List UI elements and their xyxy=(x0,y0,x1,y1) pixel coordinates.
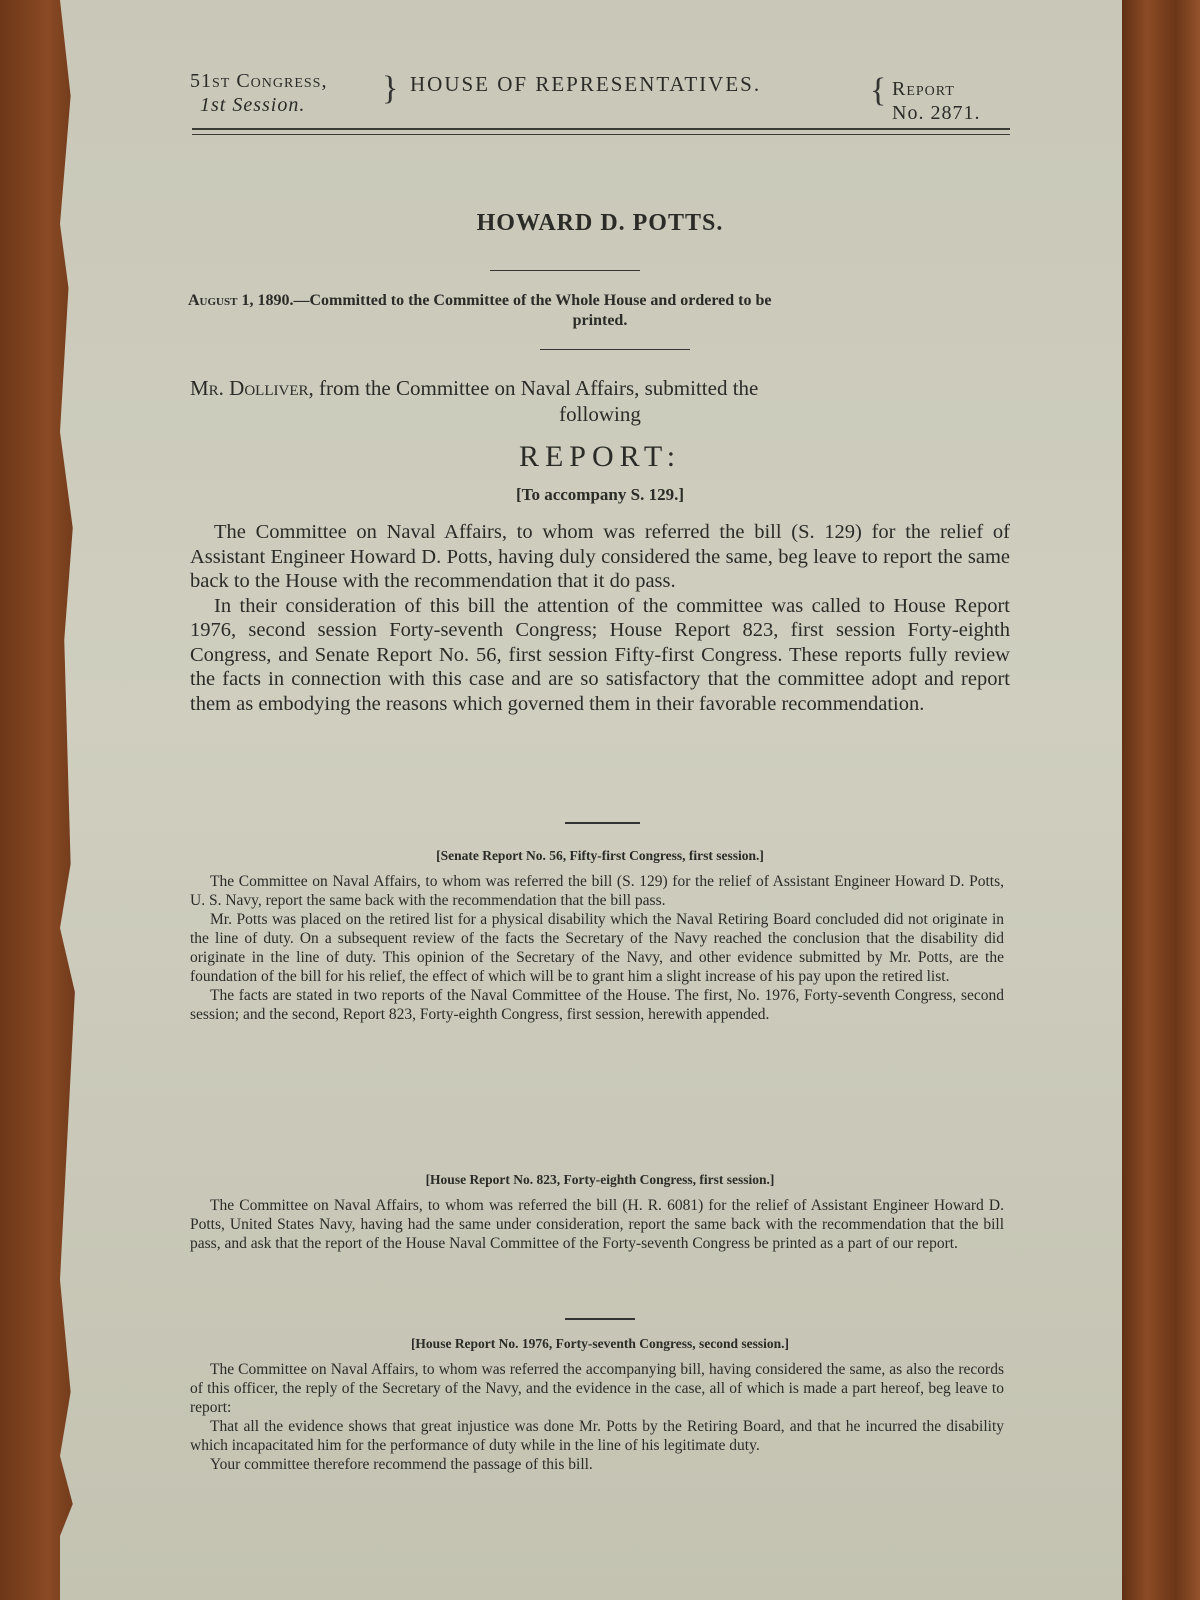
header-rule xyxy=(192,128,1010,130)
house-report-1976-heading: [House Report No. 1976, Forty-seventh Congress, second session.] xyxy=(410,1336,790,1351)
house-1976-paragraph-2: That all the evidence shows that great injustice was done Mr. Potts by the Retiring Board, and that he incurred the disability which incapacitated him for the performance of duty while in the line of his legitimate duty. xyxy=(190,1418,1004,1454)
main-body xyxy=(190,520,1010,716)
intro-text: from the Committee on Naval Affairs, submitted the xyxy=(319,376,759,400)
date-rule xyxy=(540,349,690,350)
senate-paragraph-1: The Committee on Naval Affairs, to whom was referred the bill (S. 129) for the relief of Assistant Engineer Howard D. Potts, U. S. Navy, report the same back with the recommendation that the bill pass. xyxy=(190,873,1004,909)
main-paragraph-2: In their consideration of this bill the attention of the committee was called to House Report 1976, second session Forty-seventh Congress; House Report 823, first session Forty-eighth Congress, and Senate Report No. 56, first session Fifty-first Congress. These reports fully review the facts in connection with this case and are so satisfactory that the committee adopt and report them as embodying the reasons which governed them in their favorable recommendation. xyxy=(190,594,1010,715)
senate-report-body xyxy=(190,872,1004,1024)
accompany-note: [To accompany S. 129.] xyxy=(516,485,684,504)
date-line-text: —Committed to the Committee of the Whole House and ordered to be xyxy=(293,292,772,309)
house-1976-paragraph-1: The Committee on Naval Affairs, to whom was referred the accompanying bill, having considered the same, as also the records of this officer, the reply of the Secretary of the Navy, and the evidence in the case, all of which is made a part hereof, beg leave to report: xyxy=(190,1361,1004,1416)
report-number: No. 2871. xyxy=(892,102,981,124)
report-heading: REPORT: xyxy=(518,440,682,473)
date: August 1, 1890. xyxy=(188,292,294,309)
date-line-cont: printed. xyxy=(572,312,628,329)
session-label: 1st Session. xyxy=(200,94,306,116)
document-title: HOWARD D. POTTS. xyxy=(476,210,724,236)
section-rule-1 xyxy=(565,822,640,824)
house-label: HOUSE OF REPRESENTATIVES. xyxy=(410,72,762,96)
senate-paragraph-3: The facts are stated in two reports of the Naval Committee of the House. The first, No. 1976, Forty-seventh Congress, second session; and the second, Report 823, Forty-eighth Congress, first session, herewith appended. xyxy=(190,987,1004,1023)
date-line xyxy=(188,292,1018,310)
wood-background-right xyxy=(1118,0,1200,1600)
section-rule-2 xyxy=(565,1318,635,1320)
report-label: Report xyxy=(892,78,955,100)
house-823-paragraph-1: The Committee on Naval Affairs, to whom was referred the bill (H. R. 6081) for the relief of Assistant Engineer Howard D. Potts, United States Navy, having had the same under consideration, report the same back with the recommendation that the bill pass, and ask that the report of the House Naval Committee of the Forty-seventh Congress be printed as a part of our report. xyxy=(190,1197,1004,1252)
title-rule xyxy=(490,270,640,271)
house-report-823-body xyxy=(190,1196,1004,1253)
senate-report-heading: [Senate Report No. 56, Fifty-first Congress, first session.] xyxy=(436,848,764,863)
house-1976-paragraph-3: Your committee therefore recommend the passage of this bill. xyxy=(210,1456,593,1473)
member-name: Mr. Dolliver, xyxy=(190,376,314,400)
left-brace: } xyxy=(382,70,399,107)
senate-paragraph-2: Mr. Potts was placed on the retired list for a physical disability which the Naval Retiring Board concluded did not originate in the line of duty. On a subsequent review of the facts the Secretary of the Navy reached the conclusion that the disability did originate in the line of duty. This opinion of the Secretary of the Navy, and other evidence submitted by Mr. Potts, are the foundation of the bill for his relief, the effect of which will be to grant him a slight increase of his pay upon the retired list. xyxy=(190,911,1004,985)
header-rule-thin xyxy=(192,134,1010,135)
right-brace: { xyxy=(870,72,887,109)
house-report-823-heading: [House Report No. 823, Forty-eighth Congress, first session.] xyxy=(425,1172,775,1187)
intro-cont: following xyxy=(559,402,641,426)
main-paragraph-1: The Committee on Naval Affairs, to whom was referred the bill (S. 129) for the relief of Assistant Engineer Howard D. Potts, having duly considered the same, beg leave to report the same back to the House with the recommendation that it do pass. xyxy=(190,521,1010,592)
intro-line xyxy=(190,376,1020,401)
house-report-1976-body xyxy=(190,1360,1004,1474)
congress-label: 51st Congress, xyxy=(190,70,328,92)
